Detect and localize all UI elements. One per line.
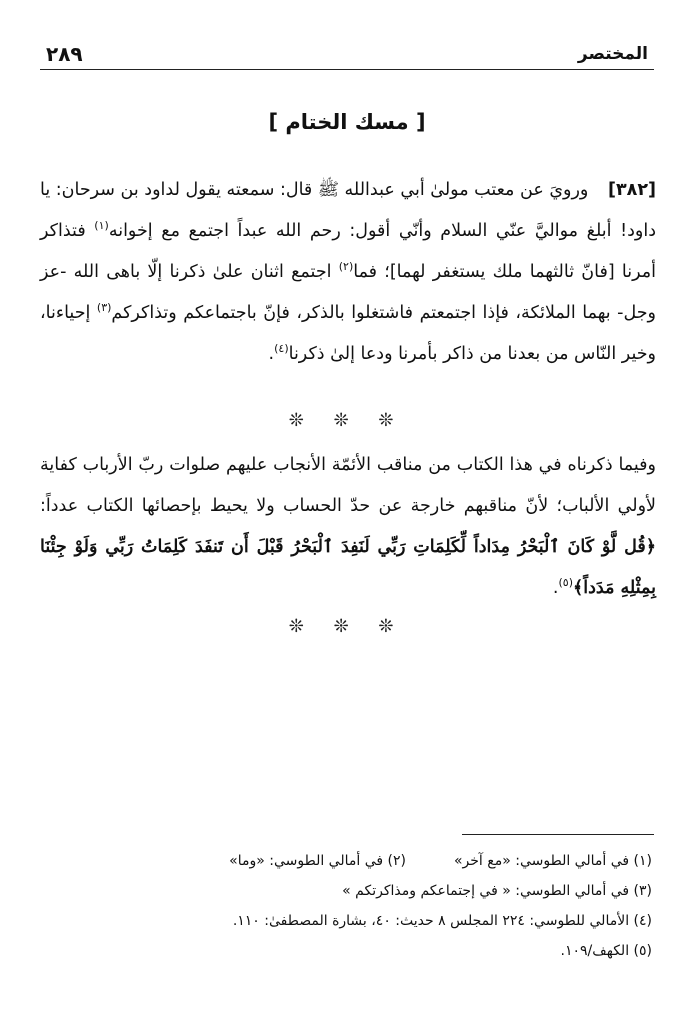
paragraph-text: . bbox=[552, 578, 559, 598]
page-number: ٢٨٩ bbox=[46, 42, 83, 66]
footnote-marker: (١) bbox=[94, 219, 109, 233]
section-separator: ❊ ❊ ❊ bbox=[288, 616, 406, 637]
paragraph-text: وفيما ذكرناه في هذا الكتاب من مناقب الأئمّة الأنجاب عليهم صلوات ربّ الأرباب كفاية لأولي الألباب؛ لأنّ مناقبهم خارجة عن حدّ الحساب ولا يحيط بإحصائها الكتاب عدداً: bbox=[40, 455, 656, 516]
footnote-rule bbox=[462, 834, 654, 835]
footnote-marker: (٤) bbox=[274, 342, 289, 356]
footnote-line bbox=[40, 846, 652, 876]
footnote-2: (٢) في أمالي الطوسي: «وما» bbox=[229, 853, 406, 869]
footnote-1: (١) في أمالي الطوسي: «مع آخر» bbox=[453, 853, 652, 869]
section-title: [ مسك الختام ] bbox=[268, 110, 426, 134]
running-title: المختصر bbox=[577, 44, 648, 64]
footnotes bbox=[40, 846, 652, 966]
paragraph-text: إحياءنا، وخير النّاس من بعدنا من ذاكر بأمرنا ودعا إلىٰ ذكرنا bbox=[40, 303, 656, 364]
paragraph-text: ورويَ عن معتب مولىٰ أبي عبدالله ﷺ قال: سمعته يقول لداود بن سرحان: يا داود! أبلغ مواليَّ عنّي السلام وأنّي أقول: رحم الله عبداً اجتمع مع إخوانه bbox=[39, 180, 657, 241]
footnote-marker: (٥) bbox=[558, 576, 573, 590]
paragraph-hadith bbox=[40, 170, 656, 375]
paragraph-text: اجتمع اثنان علىٰ ذكرنا إلّا باهى الله -عز وجل- بهما الملائكة، فإذا اجتمعتم فاشتغلوا بالذكر، فإنّ باجتماعكم وتذاكركم bbox=[40, 262, 656, 323]
footnote-marker: (٢) bbox=[338, 260, 354, 274]
page-header bbox=[40, 34, 654, 64]
section-separator: ❊ ❊ ❊ bbox=[288, 410, 406, 431]
paragraph-text: فتذاكر أمرنا [فانّ ثالثهما ملك يستغفر لهما]؛ فما bbox=[40, 221, 656, 282]
paragraph-closing bbox=[40, 445, 656, 609]
footnote-marker: (٣) bbox=[96, 301, 112, 315]
quran-verse: ﴿قُل لَّوْ كَانَ ٱلْبَحْرُ مِدَاداً لِّكَلِمَاتِ رَبِّي لَنَفِدَ ٱلْبَحْرُ قَبْلَ أَن تَنفَدَ كَلِمَاتُ رَبِّي وَلَوْ جِئْنَا بِمِثْلِهِ مَدَداً﴾ bbox=[40, 537, 656, 598]
paragraph-text: . bbox=[268, 344, 275, 364]
footnote-5: (٥) الكهف/١٠٩. bbox=[560, 943, 652, 959]
footnote-3: (٣) في أمالي الطوسي: « في إجتماعكم ومذاكرتكم » bbox=[342, 883, 652, 899]
hadith-number: [٣٨٢] bbox=[607, 180, 656, 200]
footnote-4: (٤) الأمالي للطوسي: ٢٢٤ المجلس ٨ حديث: ٤٠، بشارة المصطفىٰ: ١١٠. bbox=[232, 913, 652, 929]
header-rule bbox=[40, 69, 654, 70]
